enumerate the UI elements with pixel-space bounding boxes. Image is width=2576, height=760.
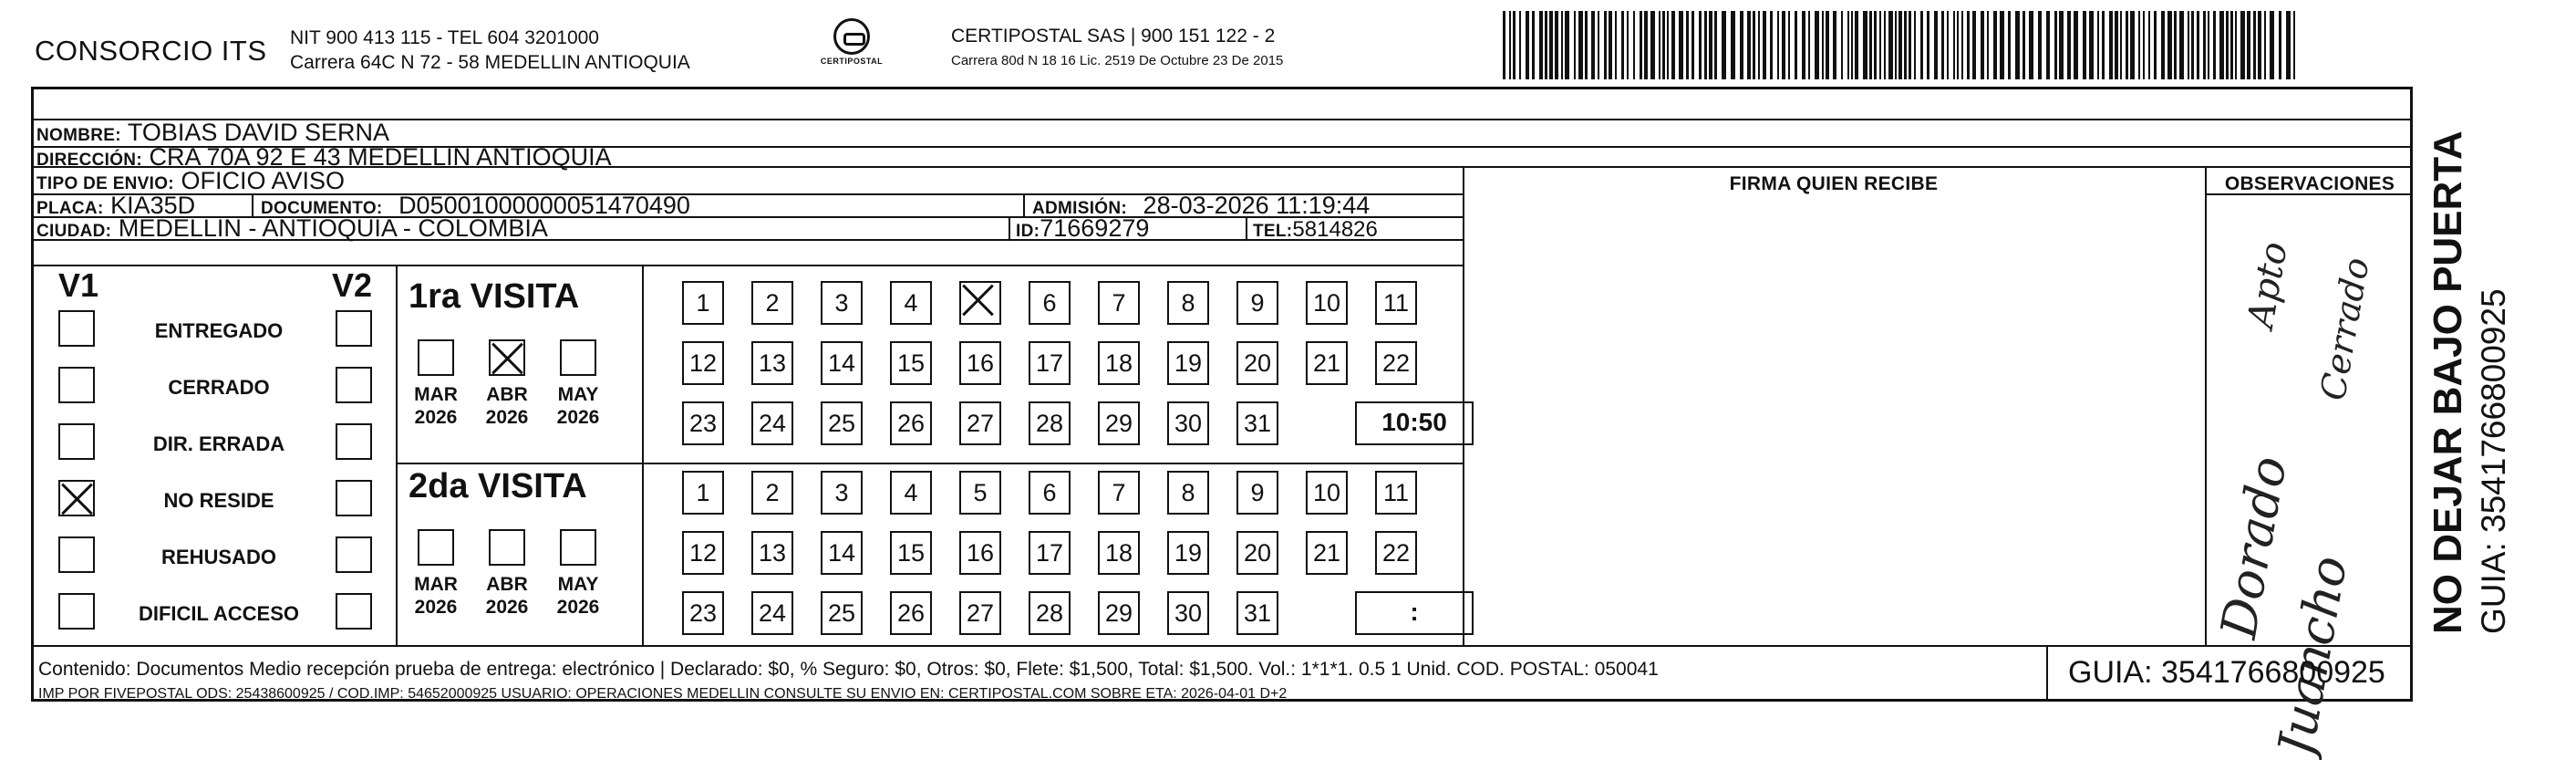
day-box[interactable]: 25	[821, 591, 863, 635]
month-year: 2026	[414, 407, 458, 428]
guia-number: GUIA: 3541766800925	[2068, 655, 2385, 690]
footer-contents: Contenido: Documentos Medio recepción prueba de entrega: electrónico | Declarado: $0, % Seguro: $0, Otros: $0, Flete: $1,500, Total: $1,500. Vol.: 1*1*1. 0.5 1 Unid. COD. POSTAL: 050041	[38, 659, 1659, 680]
day-box[interactable]: 30	[1167, 401, 1209, 445]
side-notice	[2426, 123, 2562, 634]
day-box[interactable]: 19	[1167, 531, 1209, 575]
direccion-value: CRA 70A 92 E 43 MEDELLIN ANTIOQUIA	[149, 143, 612, 171]
tel-label: TEL:	[1253, 222, 1293, 241]
status-v2-checkbox[interactable]	[336, 480, 372, 516]
day-box[interactable]: 12	[682, 341, 724, 385]
day-box[interactable]: 10	[1306, 281, 1348, 325]
day-box[interactable]: 24	[751, 401, 793, 445]
placa-value: KIA35D	[110, 192, 196, 219]
visit2-title: 2da VISITA	[409, 467, 587, 505]
day-box[interactable]: 22	[1375, 341, 1417, 385]
day-box[interactable]: 24	[751, 591, 793, 635]
brand-address: Carrera 64C N 72 - 58 MEDELLIN ANTIOQUIA	[290, 52, 690, 73]
status-label: CERRADO	[168, 376, 270, 399]
side-guia: GUIA: 3541766800925	[2475, 288, 2512, 634]
day-box[interactable]: 18	[1098, 341, 1140, 385]
day-box[interactable]: 11	[1375, 471, 1417, 515]
ciudad-value: MEDELLIN - ANTIOQUIA - COLOMBIA	[118, 214, 548, 242]
documento-value: D05001000000051470490	[398, 192, 690, 219]
day-box[interactable]	[959, 281, 1001, 325]
day-box[interactable]: 2	[751, 281, 793, 325]
month-name: MAR	[414, 574, 458, 595]
day-box[interactable]: 25	[821, 401, 863, 445]
day-box[interactable]: 2	[751, 471, 793, 515]
day-box[interactable]: 29	[1098, 591, 1140, 635]
status-v1-checkbox[interactable]	[58, 310, 95, 347]
day-box[interactable]: 1	[682, 281, 724, 325]
direccion-label: DIRECCIÓN:	[36, 151, 142, 170]
day-box[interactable]: 6	[1029, 471, 1071, 515]
month-checkbox[interactable]	[560, 339, 596, 376]
day-box[interactable]: 15	[890, 531, 932, 575]
day-box[interactable]: 13	[751, 531, 793, 575]
id-cell	[1016, 214, 1149, 245]
status-v1-checkbox[interactable]	[58, 536, 95, 573]
tipo-label: TIPO DE ENVIO:	[36, 174, 174, 193]
tipo-value: OFICIO AVISO	[181, 167, 346, 194]
day-box[interactable]: 6	[1029, 281, 1071, 325]
month-year: 2026	[556, 407, 600, 428]
day-box[interactable]: 23	[682, 591, 724, 635]
month-label	[405, 573, 467, 619]
day-box[interactable]: 3	[821, 281, 863, 325]
month-year: 2026	[485, 597, 529, 618]
day-box[interactable]: 26	[890, 401, 932, 445]
status-v2-checkbox[interactable]	[336, 536, 372, 573]
day-box[interactable]: 14	[821, 341, 863, 385]
month-year: 2026	[556, 597, 600, 618]
month-checkbox[interactable]	[489, 529, 525, 566]
month-label	[547, 573, 609, 619]
day-box[interactable]: 28	[1029, 401, 1071, 445]
day-box[interactable]: 9	[1236, 471, 1278, 515]
visit1-title: 1ra VISITA	[409, 277, 580, 316]
nombre-value: TOBIAS DAVID SERNA	[127, 119, 389, 146]
day-box[interactable]: 8	[1167, 471, 1209, 515]
day-box[interactable]: 14	[821, 531, 863, 575]
month-name: MAR	[414, 384, 458, 405]
status-label: REHUSADO	[161, 546, 276, 568]
id-value: 71669279	[1040, 214, 1150, 242]
status-label: DIR. ERRADA	[152, 432, 285, 455]
status-label: ENTREGADO	[154, 319, 284, 342]
brand-info	[290, 26, 690, 75]
month-name: ABR	[486, 384, 528, 405]
status-v2-checkbox[interactable]	[336, 423, 372, 460]
status-v2-checkbox[interactable]	[336, 310, 372, 347]
logo-caption: CERTIPOSTAL	[820, 57, 884, 66]
day-box[interactable]: 29	[1098, 401, 1140, 445]
no-dejar-bajo-puerta: NO DEJAR BAJO PUERTA	[2426, 130, 2470, 634]
month-label	[547, 383, 609, 429]
day-box[interactable]: 4	[890, 471, 932, 515]
day-box[interactable]: 16	[959, 341, 1001, 385]
delivery-notice-sheet: CONSORCIO ITS NIT 900 413 115 - TEL 604 3201000 Carrera 64C N 72 - 58 MEDELLIN ANTIOQUIA CERTIPOSTAL CERTIPOSTAL SAS | 900 151 122 - 2 Carrera 80d N 18 16 Lic. 2519 De Octubre 23 De 2015 NOMBRE: TOBIAS DAVID SERNA DIRECCIÓN: CRA 70A 92 E 43 MEDELLIN ANTIOQUIA TIPO DE ENVIO: OFICIO AVISO PLACA: KIA35D DOCUMENTO: D05001000000051470490 ADMISIÓN: 28-03-2026 11:19:44 CIUDAD: MEDELLIN - ANTIOQUIA - COLOMBIA ID:71669279 TEL:5814826 FIRMA QUIEN RECIBE OBSERVACIONES V1 V2 1ra VISITA 2da VISITA Apto Cerrado Dorado Juancho Contenido: Documentos Medio recepción prueba de entrega: electrónico | Declarado: $0, % Seguro: $0, Otros: $0, Flete: $1,500, Total: $1,500. Vol.: 1*1*1. 0.5 1 Unid. COD. POSTAL: 050041 IMP POR FIVEPOSTAL ODS: 25438600925 / COD.IMP: 54652000925 USUARIO: OPERACIONES MEDELLIN CONSULTE SU ENVIO EN: CERTIPOSTAL.COM SOBRE ETA: 2026-04-01 D+2 GUIA: 3541766800925 NO DEJAR BAJO PUERTA GUIA: 3541766800925 ENTREGADO CERRADO DIR. ERRADA NO RESIDE REHUSADO DIFICIL ACCESO MAR 2026 ABR 2026 MAY 2026 1 2 3 4 6 7 8 9 10 11 12 13 14 15 16 17 18 19 20 21 22 23 24 25 26 27 28 29 30 31 10:50 MAR 2026 ABR 2026 MAY 2026 1 2 3 4 5 6 7 8 9 10 11 12 13 14 15 16 17 18 19 20 21 22 23 24 25 26 27 28 29 30 31 :	[0, 0, 2576, 746]
brand-name: CONSORCIO ITS	[35, 35, 267, 67]
nombre-label: NOMBRE:	[36, 126, 121, 145]
month-name: ABR	[486, 574, 528, 595]
observaciones-header: OBSERVACIONES	[2224, 173, 2395, 194]
footer-print-info: IMP POR FIVEPOSTAL ODS: 25438600925 / COD.IMP: 54652000925 USUARIO: OPERACIONES MEDELLIN CONSULTE SU ENVIO EN: CERTIPOSTAL.COM SOBRE ETA: 2026-04-01 D+2	[38, 686, 1288, 702]
day-box[interactable]: 27	[959, 401, 1001, 445]
carrier-address: Carrera 80d N 18 16 Lic. 2519 De Octubre 23 De 2015	[951, 53, 1284, 68]
month-label	[476, 573, 538, 619]
day-box[interactable]: 20	[1236, 341, 1278, 385]
documento-label: DOCUMENTO:	[261, 199, 383, 218]
tel-cell	[1253, 216, 1378, 245]
month-checkbox[interactable]	[560, 529, 596, 566]
day-box[interactable]: 4	[890, 281, 932, 325]
day-box[interactable]: 28	[1029, 591, 1071, 635]
status-v1-checkbox[interactable]	[58, 593, 95, 630]
day-box[interactable]: 9	[1236, 281, 1278, 325]
carrier-line: CERTIPOSTAL SAS | 900 151 122 - 2	[951, 26, 1276, 47]
month-year: 2026	[485, 407, 529, 428]
day-box[interactable]: 11	[1375, 281, 1417, 325]
day-box[interactable]: 19	[1167, 341, 1209, 385]
day-box[interactable]: 30	[1167, 591, 1209, 635]
day-box[interactable]: 13	[751, 341, 793, 385]
status-label: DIFICIL ACCESO	[138, 602, 299, 625]
day-box[interactable]: 31	[1236, 401, 1278, 445]
day-box[interactable]: 8	[1167, 281, 1209, 325]
month-name: MAY	[557, 384, 599, 405]
admision-value: 28-03-2026 11:19:44	[1143, 192, 1371, 219]
admision-label: ADMISIÓN:	[1032, 199, 1128, 218]
day-box[interactable]: 17	[1029, 531, 1071, 575]
day-box[interactable]: 5	[959, 471, 1001, 515]
day-box[interactable]: 17	[1029, 341, 1071, 385]
day-box[interactable]: 12	[682, 531, 724, 575]
firma-header: FIRMA QUIEN RECIBE	[1729, 173, 1939, 194]
day-box[interactable]: 10	[1306, 471, 1348, 515]
day-box[interactable]: 7	[1098, 281, 1140, 325]
day-box[interactable]: 16	[959, 531, 1001, 575]
day-box[interactable]: 21	[1306, 341, 1348, 385]
day-box[interactable]: 27	[959, 591, 1001, 635]
v1-header: V1	[58, 266, 99, 304]
day-box[interactable]: 26	[890, 591, 932, 635]
month-label	[476, 383, 538, 429]
month-checkbox[interactable]	[489, 339, 525, 376]
tel-value: 5814826	[1292, 217, 1378, 242]
placa-label: PLACA:	[36, 199, 104, 218]
status-label: NO RESIDE	[163, 489, 274, 512]
ciudad-label: CIUDAD:	[36, 222, 112, 241]
status-v2-checkbox[interactable]	[336, 593, 372, 630]
month-label	[405, 383, 467, 429]
v2-header: V2	[332, 266, 373, 304]
day-box[interactable]: 7	[1098, 471, 1140, 515]
ciudad-cell	[36, 214, 548, 245]
day-box[interactable]: 15	[890, 341, 932, 385]
day-box[interactable]: 1	[682, 471, 724, 515]
id-label: ID:	[1016, 222, 1040, 241]
status-v1-checkbox[interactable]	[58, 423, 95, 460]
certipostal-logo-icon	[806, 18, 897, 66]
status-v1-checkbox[interactable]	[58, 480, 95, 516]
barcode-icon	[1503, 11, 2305, 79]
time-box[interactable]: 10:50	[1355, 401, 1474, 445]
status-v1-checkbox[interactable]	[58, 367, 95, 403]
nit-line: NIT 900 413 115 - TEL 604 3201000	[290, 27, 599, 48]
month-checkbox[interactable]	[418, 529, 454, 566]
month-checkbox[interactable]	[418, 339, 454, 376]
day-box[interactable]: 3	[821, 471, 863, 515]
status-v2-checkbox[interactable]	[336, 367, 372, 403]
day-box[interactable]: 22	[1375, 531, 1417, 575]
day-box[interactable]: 23	[682, 401, 724, 445]
day-box[interactable]: 20	[1236, 531, 1278, 575]
day-box[interactable]: 18	[1098, 531, 1140, 575]
time-box[interactable]: :	[1355, 591, 1474, 635]
day-box[interactable]: 21	[1306, 531, 1348, 575]
day-box[interactable]: 31	[1236, 591, 1278, 635]
month-year: 2026	[414, 597, 458, 618]
month-name: MAY	[557, 574, 599, 595]
